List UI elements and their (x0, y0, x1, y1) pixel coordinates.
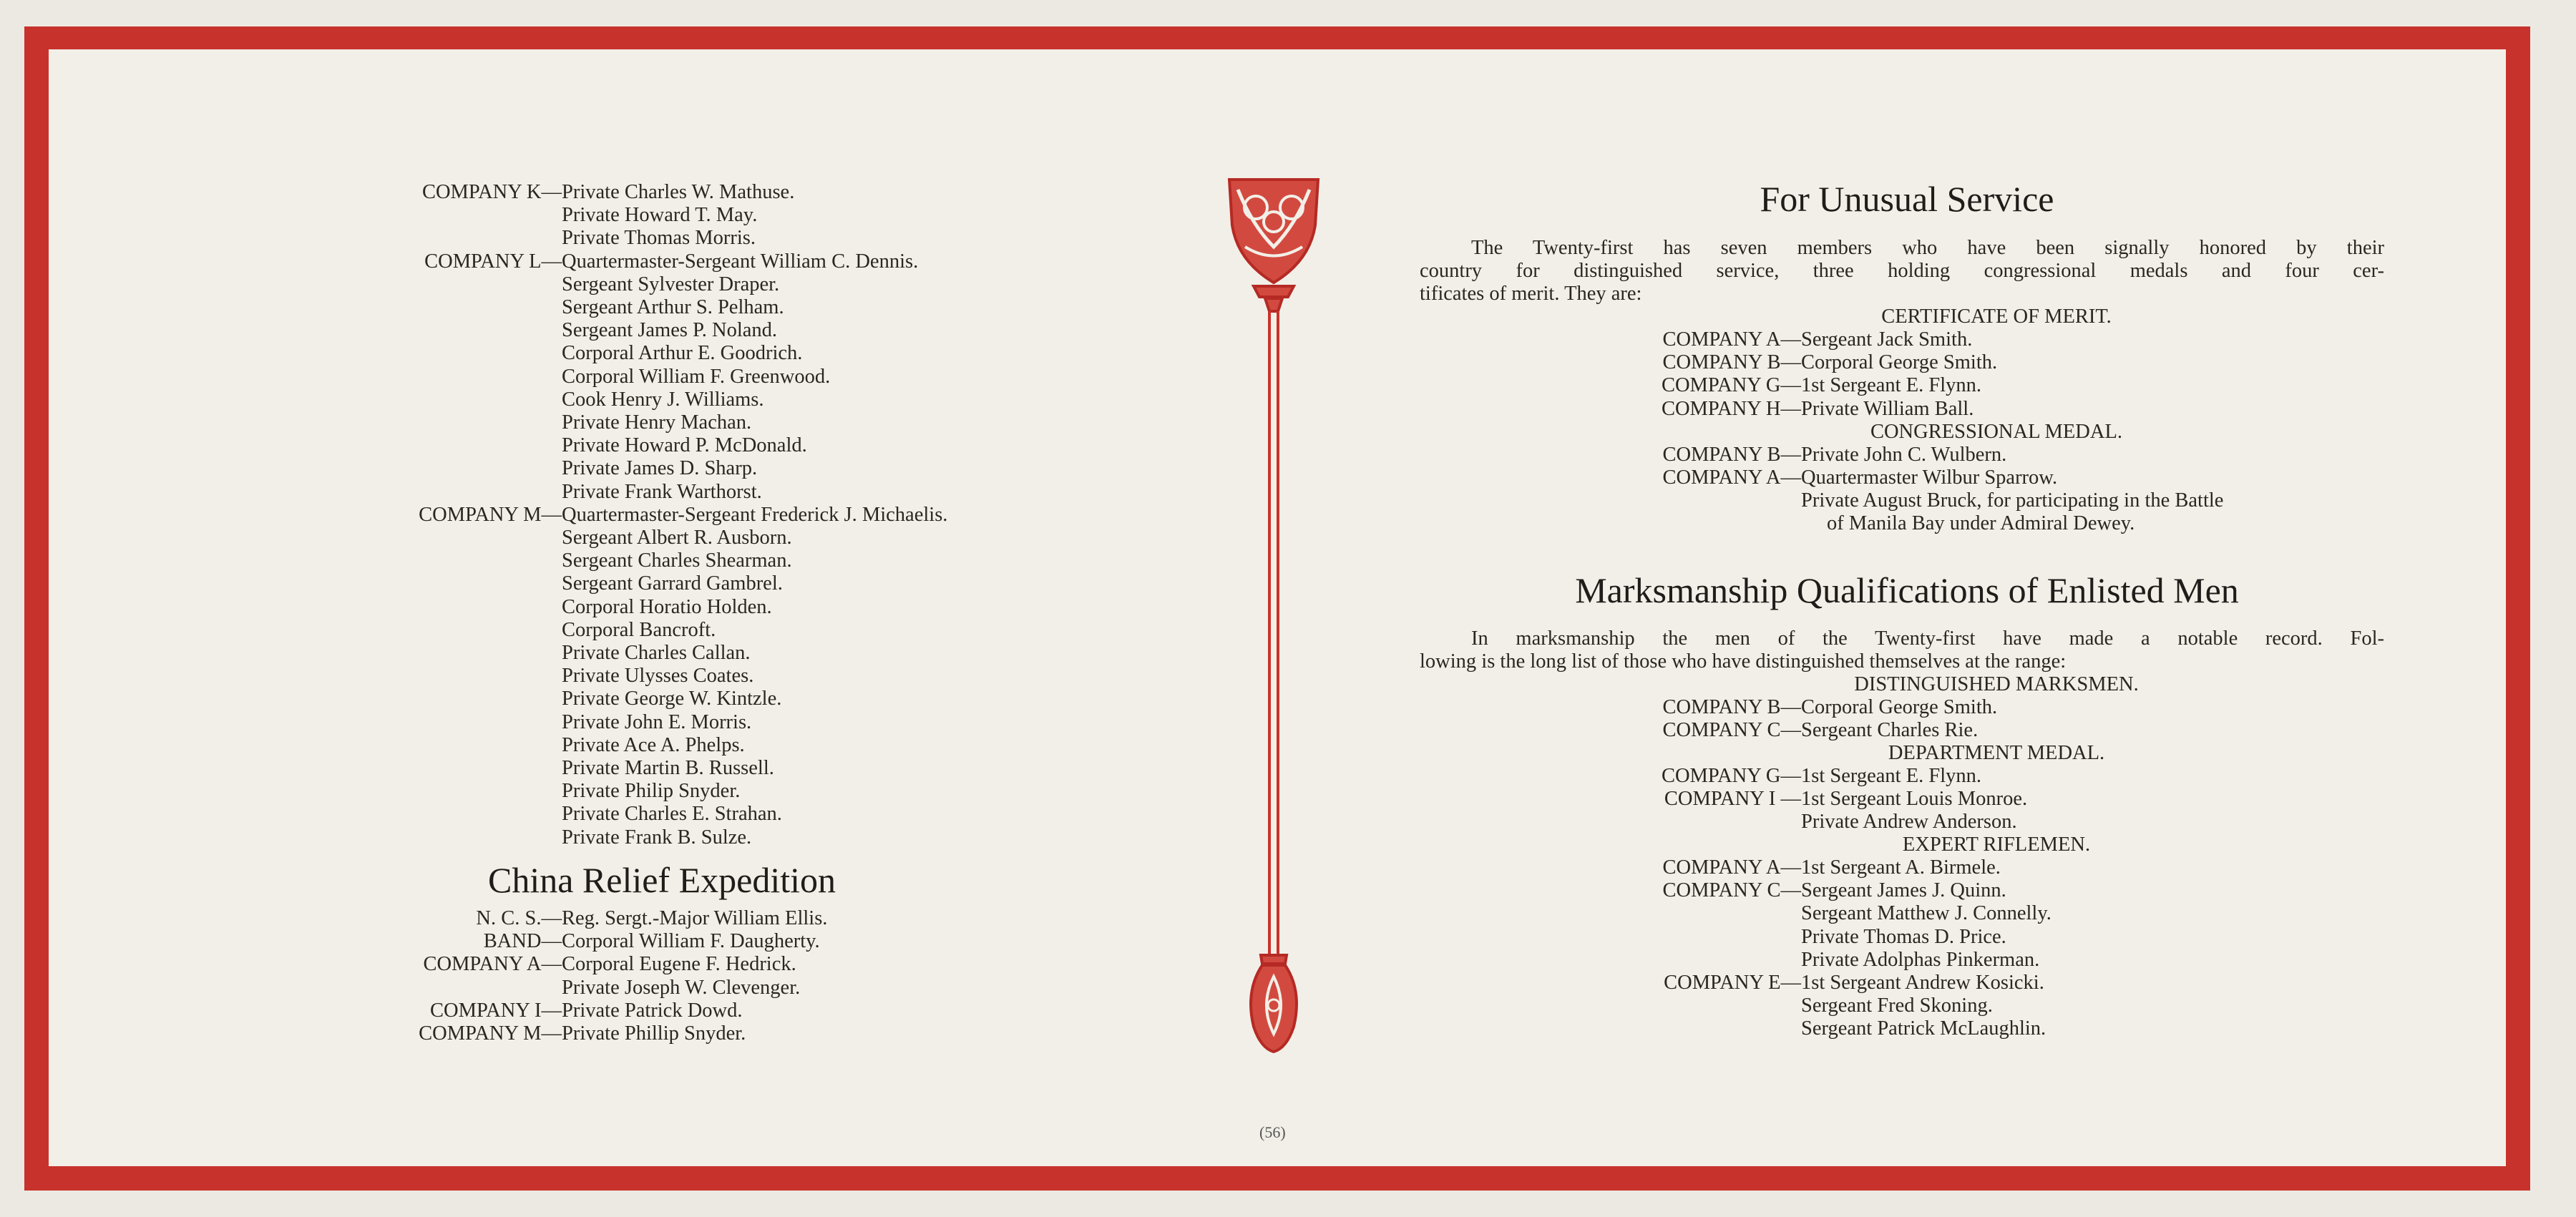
company-label: COMPANY A— (1662, 328, 1801, 351)
roster-entry: Sergeant Albert R. Ausborn. (562, 527, 792, 549)
unusual-service-heading: For Unusual Service (1760, 179, 2054, 219)
marksmanship-paragraph (1420, 627, 2384, 673)
roster-entry: 1st Sergeant E. Flynn. (1801, 765, 1982, 787)
roster-entry: Corporal George Smith. (1801, 351, 1998, 374)
company-label: COMPANY I — (1664, 788, 1801, 811)
roster-entry: Private Ulysses Coates. (562, 665, 754, 688)
certificate-of-merit-heading: CERTIFICATE OF MERIT. (1881, 306, 2112, 328)
roster-entry: Sergeant Patrick McLaughlin. (1801, 1017, 2046, 1040)
paragraph-line: tificates of merit. They are: (1420, 283, 1642, 306)
roster-entry: Quartermaster-Sergeant Frederick J. Michaelis. (562, 503, 948, 526)
roster-entry: Quartermaster Wilbur Sparrow. (1801, 466, 2058, 489)
roster-entry: Sergeant James P. Noland. (562, 319, 778, 342)
roster-entry: Private Adolphas Pinkerman. (1801, 948, 2040, 971)
company-label: COMPANY K— (421, 181, 562, 203)
roster-entry: Private James D. Sharp. (562, 457, 758, 480)
roster-entry: Sergeant Sylvester Draper. (562, 273, 780, 295)
roster-entry: Cook Henry J. Williams. (562, 388, 764, 411)
roster-entry: Quartermaster-Sergeant William C. Dennis. (562, 250, 919, 273)
company-label: COMPANY M— (419, 503, 562, 526)
roster-entry: Private Henry Machan. (562, 411, 752, 434)
roster-entry: Private Joseph W. Clevenger. (562, 976, 801, 999)
roster-entry: Private Andrew Anderson. (1801, 811, 2017, 834)
company-label: COMPANY B— (1662, 351, 1801, 374)
roster-entry: Sergeant Charles Shearman. (562, 549, 792, 572)
unusual-service-paragraph (1420, 237, 2384, 306)
company-label: COMPANY A— (423, 953, 562, 976)
roster-entry: 1st Sergeant A. Birmele. (1801, 856, 2001, 879)
roster-entry: Private Frank Warthorst. (562, 480, 762, 503)
paragraph-line: country for distinguished service, three holding congressional medals and four cer- (1420, 260, 2384, 283)
roster-entry: Private Charles Callan. (562, 642, 751, 664)
roster-entry: Corporal Arthur E. Goodrich. (562, 342, 803, 365)
paragraph-line: The Twenty-first has seven members who have been signally honored by their (1471, 237, 2384, 259)
company-label: COMPANY A— (1662, 856, 1801, 879)
roster-entry: Sergeant Fred Skoning. (1801, 994, 1993, 1017)
roster-entry: Private Ace A. Phelps. (562, 733, 745, 756)
roster-entry: Corporal Eugene F. Hedrick. (562, 953, 796, 976)
roster-entry: Private Charles E. Strahan. (562, 803, 782, 826)
company-label: COMPANY B— (1662, 444, 1801, 466)
roster-entry: 1st Sergeant Louis Monroe. (1801, 788, 2028, 811)
company-label: COMPANY L— (424, 250, 562, 273)
expert-riflemen-heading: EXPERT RIFLEMEN. (1902, 834, 2091, 856)
paragraph-line: In marksmanship the men of the Twenty-first have made a notable record. Fol- (1471, 627, 2384, 650)
medal-extra-line-1: Private August Bruck, for participating in the Battle (1801, 489, 2224, 512)
roster-entry: Private Thomas Morris. (562, 227, 756, 250)
tulip-finial-staff-icon (1216, 175, 1331, 1059)
roster-entry: Private Frank B. Sulze. (562, 826, 752, 849)
distinguished-marksmen-heading: DISTINGUISHED MARKSMEN. (1854, 673, 2139, 695)
roster-entry: Corporal William F. Greenwood. (562, 365, 831, 388)
roster-entry: Sergeant Arthur S. Pelham. (562, 296, 784, 318)
company-label: COMPANY H— (1661, 397, 1801, 420)
company-label: COMPANY C— (1662, 879, 1801, 902)
company-label: COMPANY E— (1664, 972, 1801, 994)
roster-entry: Private John E. Morris. (562, 710, 752, 733)
roster-entry: Corporal George Smith. (1801, 696, 1998, 718)
roster-entry: Corporal Horatio Holden. (562, 595, 772, 618)
china-relief-heading: China Relief Expedition (487, 860, 836, 900)
roster-entry: Private Phillip Snyder. (562, 1022, 746, 1045)
roster-entry: Private Howard T. May. (562, 204, 758, 227)
company-label: COMPANY G— (1661, 765, 1801, 787)
roster-entry: Sergeant James J. Quinn. (1801, 879, 2006, 902)
company-label: COMPANY C— (1662, 719, 1801, 742)
roster-entry: Sergeant Matthew J. Connelly. (1801, 902, 2051, 925)
company-label: COMPANY M— (419, 1022, 562, 1045)
roster-entry: Private William Ball. (1801, 397, 1974, 420)
roster-entry: Private Martin B. Russell. (562, 757, 774, 779)
medal-extra-line-2: of Manila Bay under Admiral Dewey. (1827, 512, 2135, 534)
roster-entry: Private Philip Snyder. (562, 780, 741, 803)
congressional-medal-heading: CONGRESSIONAL MEDAL. (1870, 421, 2123, 443)
roster-entry: Private Thomas D. Price. (1801, 925, 2006, 948)
marksmanship-heading: Marksmanship Qualifications of Enlisted Men (1575, 570, 2239, 610)
roster-entry: Private Charles W. Mathuse. (562, 181, 795, 203)
company-label: N. C. S.— (476, 907, 562, 929)
company-label: BAND— (483, 930, 562, 953)
roster-entry: Sergeant Charles Rie. (1801, 719, 1979, 742)
company-label: COMPANY G— (1661, 374, 1801, 397)
roster-entry: Private Howard P. McDonald. (562, 434, 807, 457)
company-label: COMPANY A— (1662, 466, 1801, 489)
roster-entry: Private John C. Wulbern. (1801, 444, 2007, 466)
roster-entry: Sergeant Garrard Gambrel. (562, 572, 783, 595)
company-label: COMPANY I— (430, 999, 562, 1022)
roster-entry: Private George W. Kintzle. (562, 688, 782, 710)
roster-entry: 1st Sergeant E. Flynn. (1801, 374, 1982, 397)
roster-entry: Private Patrick Dowd. (562, 999, 743, 1022)
roster-entry: Corporal Bancroft. (562, 618, 716, 641)
company-label: COMPANY B— (1662, 696, 1801, 718)
page-number: (56) (1259, 1123, 1286, 1141)
paragraph-line: lowing is the long list of those who have distinguished themselves at the range: (1420, 650, 2067, 673)
roster-entry: Reg. Sergt.-Major William Ellis. (562, 907, 828, 929)
department-medal-heading: DEPARTMENT MEDAL. (1888, 742, 2105, 764)
roster-entry: Sergeant Jack Smith. (1801, 328, 1973, 351)
roster-entry: 1st Sergeant Andrew Kosicki. (1801, 972, 2044, 994)
roster-entry: Corporal William F. Daugherty. (562, 930, 820, 953)
